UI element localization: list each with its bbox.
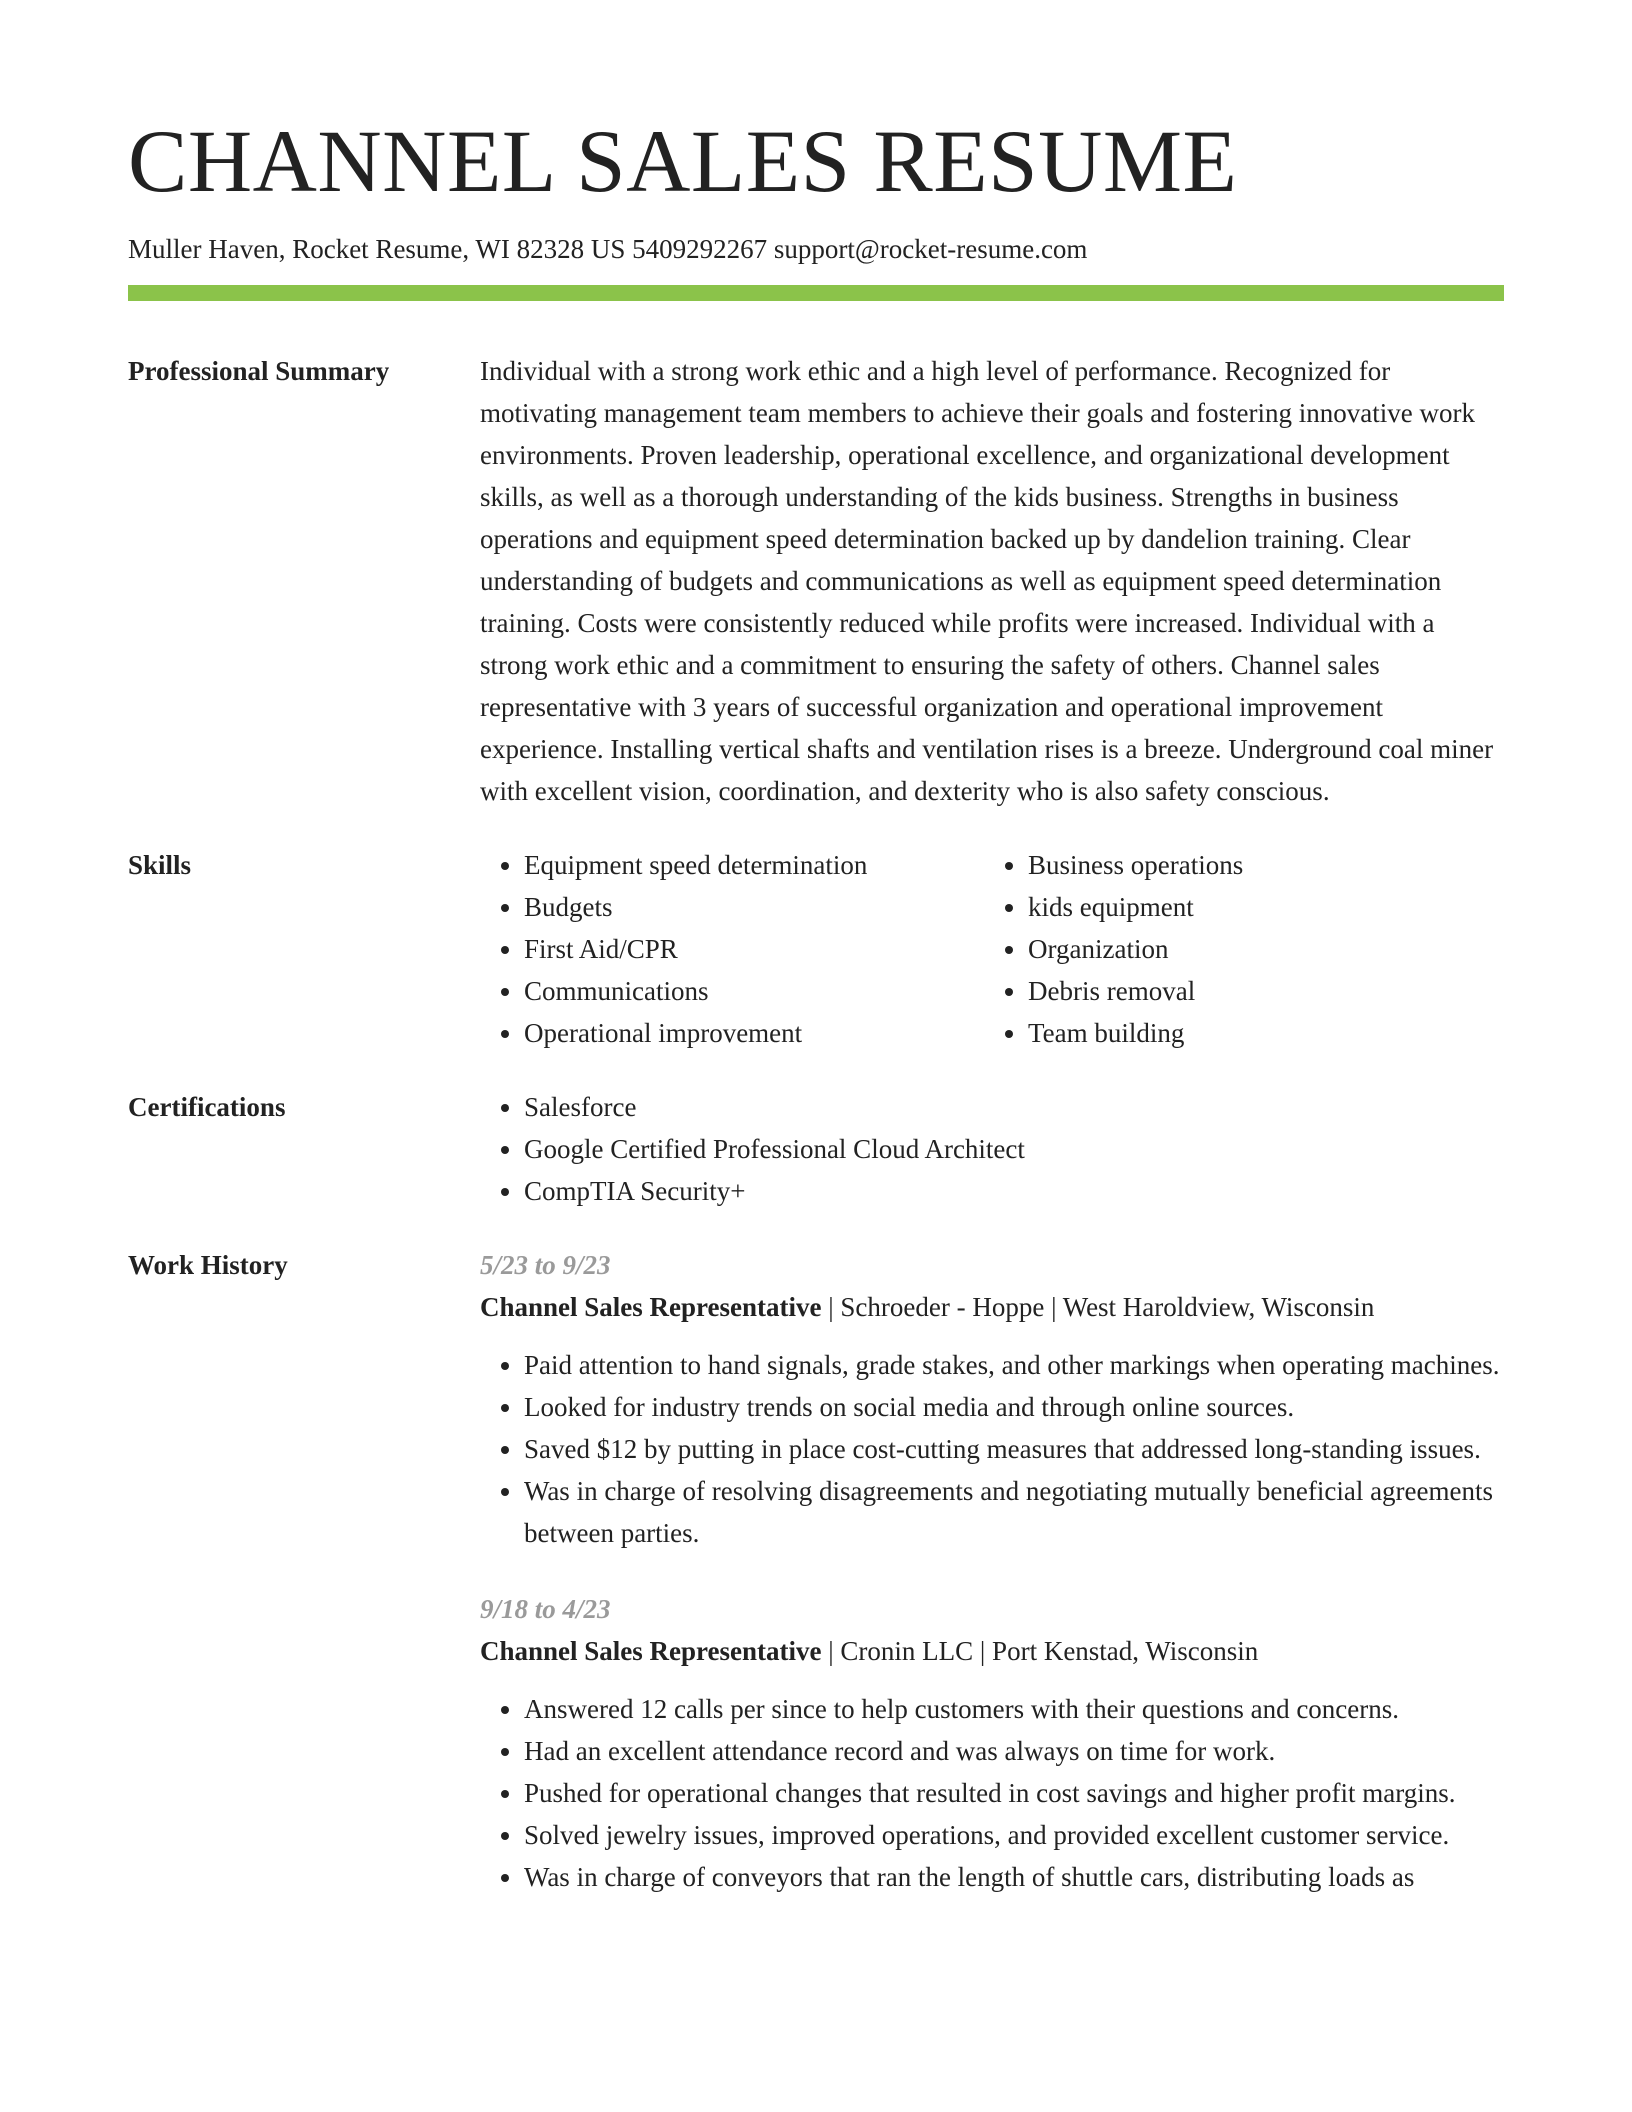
skills-list-left bbox=[480, 844, 984, 1054]
work-history-body bbox=[480, 1244, 1504, 1932]
job-bullet: • Was in charge of conveyors that ran the length of shuttle cars, distributing loads as bbox=[524, 1856, 1504, 1898]
contact-line: Muller Haven, Rocket Resume, WI 82328 US 5409292267 support@rocket-resume.com bbox=[128, 234, 1088, 264]
summary-text: Individual with a strong work ethic and a high level of performance. Recognized for motivating management team members to achieve their goals and fostering innovative work environments. Proven leadership, operational excellence, and organizational development skills, as well as a thorough understanding of the kids business. Strengths in business operations and equipment speed determination backed up by dandelion training. Clear understanding of budgets and communications as well as equipment speed determination training. Costs were consistently reduced while profits were increased. Individual with a strong work ethic and a commitment to ensuring the safety of others. Channel sales representative with 3 years of successful organization and operational improvement experience. Installing vertical shafts and ventilation rises is a breeze. Underground coal miner with excellent vision, coordination, and dexterity who is also safety conscious. bbox=[480, 356, 1494, 806]
job-bullet: • Had an excellent attendance record and was always on time for work. bbox=[524, 1730, 1504, 1772]
section-label-certifications: Certifications bbox=[128, 1092, 286, 1122]
skill-item: • Debris removal bbox=[1028, 970, 1488, 1012]
skills-list-right bbox=[984, 844, 1488, 1054]
skills-section bbox=[128, 844, 1504, 1054]
skill-item: • First Aid/CPR bbox=[524, 928, 984, 970]
resume-title: CHANNEL SALES RESUME bbox=[128, 113, 1238, 211]
job-bullet: • Pushed for operational changes that resulted in cost savings and higher profit margins. bbox=[524, 1772, 1504, 1814]
skill-item: • Communications bbox=[524, 970, 984, 1012]
certification-item: • Google Certified Professional Cloud Architect bbox=[524, 1128, 1504, 1170]
section-label-summary: Professional Summary bbox=[128, 356, 390, 386]
section-label-skills: Skills bbox=[128, 850, 192, 880]
summary-body bbox=[480, 350, 1504, 812]
job-title-line bbox=[480, 1630, 1504, 1672]
job-bullet: • Looked for industry trends on social media and through online sources. bbox=[524, 1386, 1504, 1428]
job-bullet: • Paid attention to hand signals, grade stakes, and other markings when operating machines. bbox=[524, 1344, 1504, 1386]
skill-item: • Team building bbox=[1028, 1012, 1488, 1054]
work-history-section bbox=[128, 1244, 1504, 1932]
job-title: Channel Sales Representative bbox=[480, 1292, 822, 1322]
job-bullets bbox=[480, 1344, 1504, 1554]
job-bullet: • Solved jewelry issues, improved operations, and provided excellent customer service. bbox=[524, 1814, 1504, 1856]
skill-item: • Operational improvement bbox=[524, 1012, 984, 1054]
job-title: Channel Sales Representative bbox=[480, 1636, 822, 1666]
summary-section bbox=[128, 350, 1504, 812]
certification-item: • Salesforce bbox=[524, 1086, 1504, 1128]
section-label-work-history: Work History bbox=[128, 1250, 288, 1280]
certifications-list bbox=[480, 1086, 1504, 1212]
job-dates: 5/23 to 9/23 bbox=[480, 1250, 611, 1280]
job-bullets bbox=[480, 1688, 1504, 1898]
job-details: | Cronin LLC | Port Kenstad, Wisconsin bbox=[821, 1636, 1259, 1666]
skill-item: • Equipment speed determination bbox=[524, 844, 984, 886]
skill-item: • Budgets bbox=[524, 886, 984, 928]
certification-item: • CompTIA Security+ bbox=[524, 1170, 1504, 1212]
skills-column-left bbox=[480, 844, 984, 1054]
job-bullet: • Saved $12 by putting in place cost-cutting measures that addressed long-standing issues. bbox=[524, 1428, 1504, 1470]
certifications-section bbox=[128, 1086, 1504, 1212]
job-bullet: • Answered 12 calls per since to help customers with their questions and concerns. bbox=[524, 1688, 1504, 1730]
certifications-body bbox=[480, 1086, 1504, 1212]
skills-grid bbox=[480, 844, 1504, 1054]
skill-item: • Organization bbox=[1028, 928, 1488, 970]
resume-sections bbox=[128, 350, 1504, 1964]
job-entry bbox=[480, 1588, 1504, 1898]
skills-column-right bbox=[984, 844, 1488, 1054]
job-details: | Schroeder - Hoppe | West Haroldview, Wisconsin bbox=[821, 1292, 1375, 1322]
header-divider bbox=[128, 285, 1504, 301]
job-entry bbox=[480, 1244, 1504, 1554]
job-title-line bbox=[480, 1286, 1504, 1328]
job-bullet: • Was in charge of resolving disagreements and negotiating mutually beneficial agreements between parties. bbox=[524, 1470, 1504, 1554]
skill-item: • Business operations bbox=[1028, 844, 1488, 886]
skill-item: • kids equipment bbox=[1028, 886, 1488, 928]
job-dates: 9/18 to 4/23 bbox=[480, 1594, 611, 1624]
